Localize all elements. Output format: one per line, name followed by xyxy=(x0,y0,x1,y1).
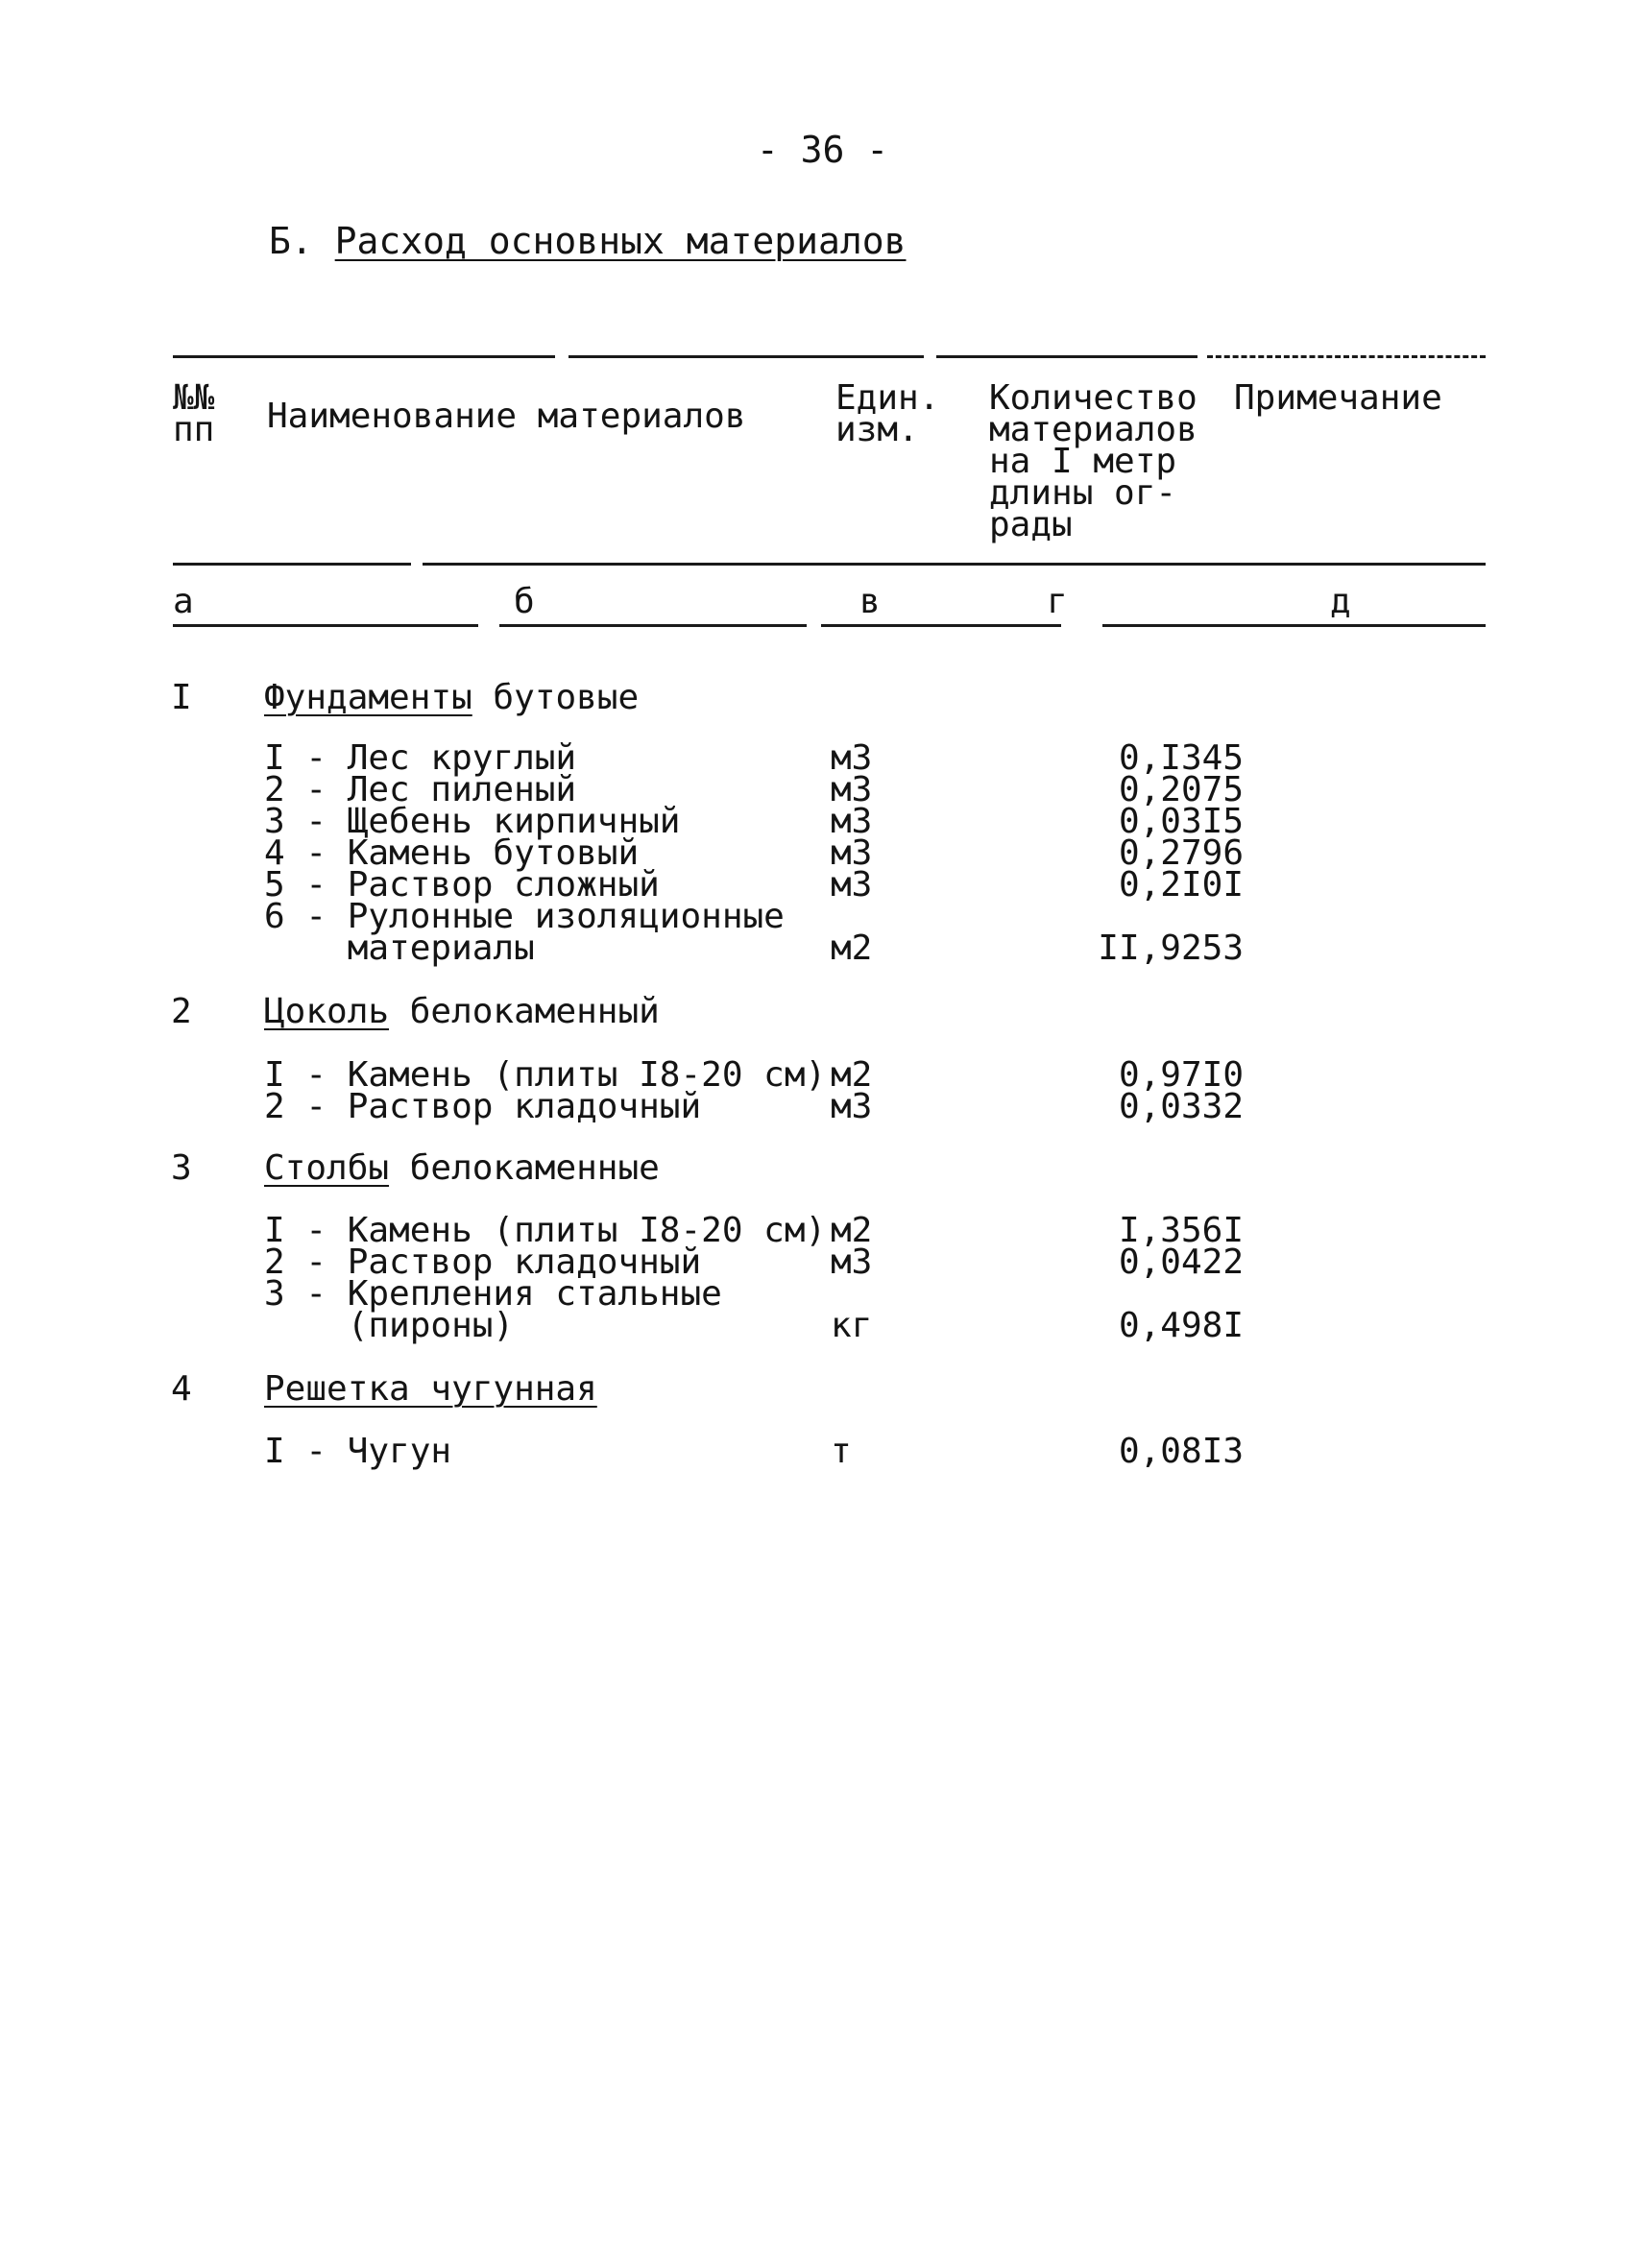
column-index-b: б xyxy=(514,582,535,621)
index-rule xyxy=(173,624,478,627)
material-row xyxy=(264,929,1244,968)
material-unit: т xyxy=(831,1432,852,1471)
material-label: (пироны) xyxy=(264,1306,515,1345)
material-label: 3 - Крепления стальные xyxy=(264,1274,722,1314)
page-number: - 36 - xyxy=(756,129,889,171)
group-number: 4 xyxy=(171,1369,192,1409)
group-title-underlined: Столбы xyxy=(264,1148,390,1188)
material-quantity: 0,2I0I xyxy=(1118,865,1244,905)
material-quantity: 0,2075 xyxy=(1118,770,1244,809)
material-row xyxy=(264,1087,1244,1126)
group-title-rest: белокаменный xyxy=(389,992,660,1031)
material-unit: м3 xyxy=(831,833,873,873)
group-title xyxy=(264,1369,597,1409)
table-top-rule xyxy=(173,355,555,358)
column-header-quantity-line: на I метр xyxy=(989,442,1177,481)
section-title-text: Расход основных материалов xyxy=(334,220,907,262)
material-unit: м2 xyxy=(831,1211,873,1250)
material-label: I - Чугун xyxy=(264,1432,452,1471)
material-quantity: I,356I xyxy=(1118,1211,1244,1250)
index-rule xyxy=(821,624,1061,627)
column-header-unit-line: Един. xyxy=(835,378,940,418)
material-label: 6 - Рулонные изоляционные xyxy=(264,897,785,936)
column-header-note: Примечание xyxy=(1234,378,1442,418)
material-quantity: 0,0332 xyxy=(1118,1087,1244,1126)
column-header-quantity-line: Количество xyxy=(989,378,1197,418)
column-header-quantity xyxy=(989,378,1197,544)
group-title-underlined: Цоколь xyxy=(264,992,390,1031)
material-list xyxy=(264,1055,1244,1126)
group-title xyxy=(264,992,660,1031)
material-label: I - Камень (плиты I8-20 см) xyxy=(264,1055,827,1095)
material-label: I - Камень (плиты I8-20 см) xyxy=(264,1211,827,1250)
group-number: 2 xyxy=(171,992,192,1031)
material-unit: м3 xyxy=(831,865,873,905)
material-quantity: 0,498I xyxy=(1118,1306,1244,1345)
material-label: 3 - Щебень кирпичный xyxy=(264,802,681,841)
column-header-quantity-line: длины ог- xyxy=(989,473,1177,513)
section-title xyxy=(269,220,907,262)
material-unit: м3 xyxy=(831,1243,873,1282)
material-unit: м2 xyxy=(831,1055,873,1095)
material-unit: м3 xyxy=(831,770,873,809)
column-header-unit xyxy=(835,378,940,449)
material-unit: кг xyxy=(831,1306,873,1345)
material-unit: м2 xyxy=(831,929,873,968)
header-bottom-rule xyxy=(423,563,1486,566)
column-index-e: д xyxy=(1330,582,1351,621)
group-title-underlined: Фундаменты xyxy=(264,678,472,717)
material-label: материалы xyxy=(264,929,535,968)
material-label: 2 - Лес пиленый xyxy=(264,770,577,809)
material-unit: м3 xyxy=(831,738,873,778)
material-unit: м3 xyxy=(831,802,873,841)
table-top-rule xyxy=(1207,355,1486,358)
material-quantity: 0,08I3 xyxy=(1118,1432,1244,1471)
material-row xyxy=(264,1306,1244,1345)
material-label: 5 - Раствор сложный xyxy=(264,865,660,905)
material-quantity: II,9253 xyxy=(1098,929,1244,968)
section-prefix: Б. xyxy=(269,220,313,262)
column-header-number xyxy=(173,378,215,449)
column-index-c: в xyxy=(859,582,881,621)
group-title-underlined: Решетка чугунная xyxy=(264,1369,597,1409)
column-index-a: а xyxy=(173,582,194,621)
group-title-rest: бутовые xyxy=(472,678,640,717)
material-quantity: 0,97I0 xyxy=(1118,1055,1244,1095)
material-label: 2 - Раствор кладочный xyxy=(264,1087,702,1126)
group-number: I xyxy=(171,678,192,717)
column-header-name: Наименование материалов xyxy=(267,397,746,436)
group-number: 3 xyxy=(171,1148,192,1188)
table-top-rule xyxy=(568,355,924,358)
material-unit: м3 xyxy=(831,1087,873,1126)
index-rule xyxy=(499,624,807,627)
material-list xyxy=(264,1432,1244,1471)
column-header-quantity-line: рады xyxy=(989,505,1073,544)
material-quantity: 0,03I5 xyxy=(1118,802,1244,841)
material-row xyxy=(264,1432,1244,1471)
header-bottom-rule xyxy=(173,563,411,566)
material-list xyxy=(264,1211,1244,1345)
material-quantity: 0,2796 xyxy=(1118,833,1244,873)
group-title-rest: белокаменные xyxy=(389,1148,660,1188)
column-header-quantity-line: материалов xyxy=(989,410,1197,449)
column-header-number-line: №№ xyxy=(173,378,215,418)
column-header-unit-line: изм. xyxy=(835,410,919,449)
material-quantity: 0,I345 xyxy=(1118,738,1244,778)
column-header-number-line: пп xyxy=(173,410,215,449)
group-title xyxy=(264,1148,660,1188)
table-top-rule xyxy=(936,355,1197,358)
index-rule xyxy=(1102,624,1486,627)
material-label: I - Лес круглый xyxy=(264,738,577,778)
material-label: 2 - Раствор кладочный xyxy=(264,1243,702,1282)
material-quantity: 0,0422 xyxy=(1118,1243,1244,1282)
column-index-d: г xyxy=(1047,582,1068,621)
material-list xyxy=(264,738,1244,968)
material-label: 4 - Камень бутовый xyxy=(264,833,640,873)
group-title xyxy=(264,678,640,717)
